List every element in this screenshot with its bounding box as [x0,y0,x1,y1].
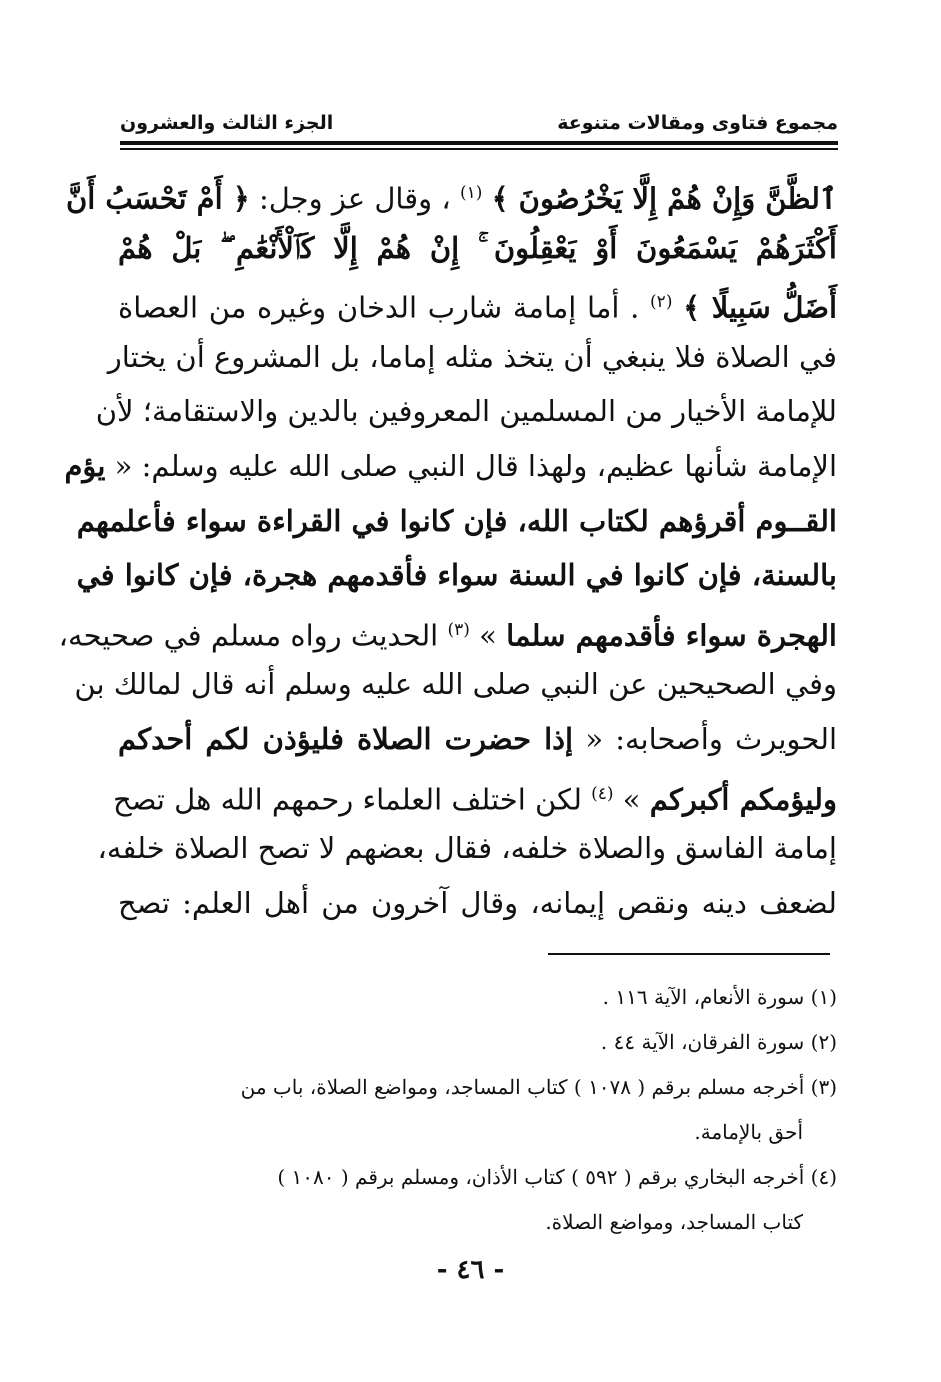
text-run: الإمامة شأنها عظيم، ولهذا قال النبي صلى الله عليه وسلم: « [114,448,837,483]
main-text [58,166,838,930]
quote-close: » [479,618,497,653]
text-line [118,712,837,767]
quran-quote: ﴿ أَمْ تَحْسَبُ أَنَّ [65,181,250,216]
text-line [64,439,837,494]
footnote-2: (٢) سورة الفرقان، الآية ٤٤ . [600,1030,837,1054]
text-line [118,275,837,330]
text-line: للإمامة الأخيار من المسلمين المعروفين بالدين والاستقامة؛ لأن [95,394,837,429]
text-line: لضعف دينه ونقص إيمانه، وقال آخرون من أهل العلم: تصح [118,885,837,920]
text-line [118,221,837,276]
footnote-3-continued: أحق بالإمامة. [694,1120,803,1144]
footnote-4-continued: كتاب المساجد، ومواضع الصلاة. [545,1210,803,1234]
hadith-text: يؤم [64,448,106,483]
hadith-line: بالسنة، فإن كانوا في السنة سواء فأقدمهم هجرة، فإن كانوا في [76,558,837,593]
footnote-1: (١) سورة الأنعام، الآية ١١٦ . [602,985,837,1009]
text-line: وفي الصحيحين عن النبي صلى الله عليه وسلم أنه قال لمالك بن [74,667,837,702]
footnote-ref: (٢) [650,292,673,313]
text-run: لكن اختلف العلماء رحمهم الله هل تصح [113,782,582,817]
footnotes [118,975,837,1245]
quran-quote: أَضَلُّ سَبِيلًا ﴾ [683,290,838,325]
footnote-ref: (٣) [447,619,470,640]
running-header [120,100,838,134]
text-run: الحديث رواه مسلم في صحيحه، [58,618,439,653]
hadith-line: القــوم أقرؤهم لكتاب الله، فإن كانوا في القراءة سواء فأعلمهم [76,503,837,538]
header-rule-thick [120,141,838,145]
volume-label: الجزء الثالث والعشرون [120,112,334,134]
text-run: . أما إمامة شارب الدخان وغيره من العصاة [118,290,640,325]
text-line: إمامة الفاسق والصلاة خلفه، فقال بعضهم لا تصح الصلاة خلفه، [97,831,837,866]
footnote-separator [548,953,830,955]
text-line [58,603,837,658]
page-number: - ٤٦ - [436,1255,505,1285]
footnote-ref: (١) [459,183,483,203]
quran-quote: أَكْثَرَهُمْ يَسْمَعُونَ أَوْ يَعْقِلُونَ ۚ إِنْ هُمْ إِلَّا كَٱلْأَنْعَٰمِ ۖ بَلْ هُمْ [118,230,837,265]
quote-close: » [622,782,641,817]
text-run: الحويرث وأصحابه: « [585,721,838,756]
text-line [65,166,837,221]
text-run: ، وقال عز وجل: [258,181,451,216]
hadith-text: إذا حضرت الصلاة فليؤذن لكم أحدكم [118,721,574,756]
hadith-text: وليؤمكم أكبركم [649,782,837,817]
text-line: في الصلاة فلا ينبغي أن يتخذ مثله إماما، بل المشروع أن يختار [107,339,837,374]
quran-quote: ٱلظَّنَّ وَإِنْ هُمْ إِلَّا يَخْرُصُونَ ﴾ [491,181,837,216]
footnote-ref: (٤) [591,783,614,804]
text-line [113,767,837,822]
book-title: مجموع فتاوى ومقالات متنوعة [557,112,838,134]
header-rule-thin [120,148,838,150]
footnote-3: (٣) أخرجه مسلم برقم ( ١٠٧٨ ) كتاب المساجد، ومواضع الصلاة، باب من [240,1075,837,1099]
hadith-text: الهجرة سواء فأقدمهم سلما [506,618,837,653]
footnote-4: (٤) أخرجه البخاري برقم ( ٥٩٢ ) كتاب الأذان، ومسلم برقم ( ١٠٨٠ ) [277,1165,837,1189]
